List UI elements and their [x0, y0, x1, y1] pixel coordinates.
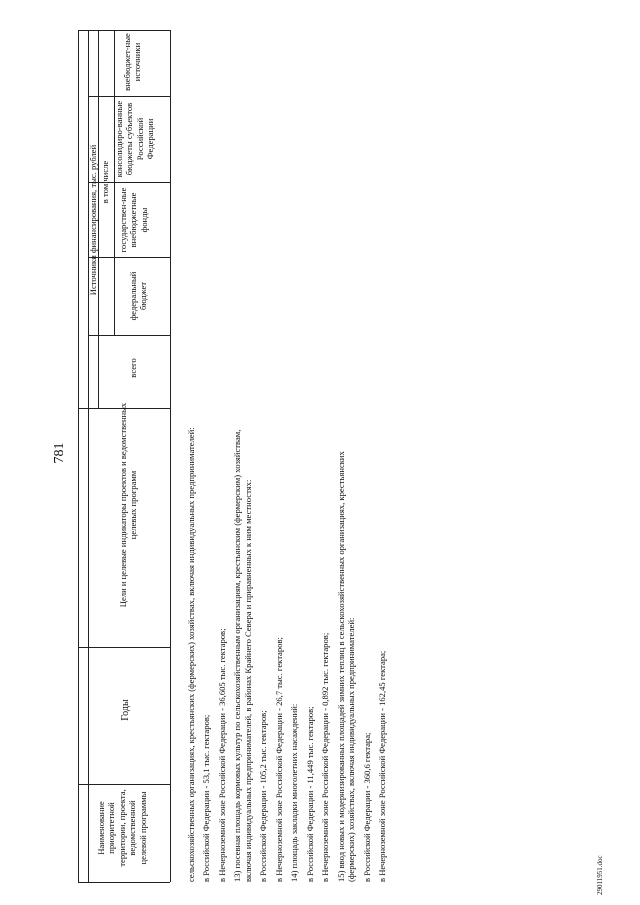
table-line	[78, 882, 170, 883]
body-line: в Российской Федерации - 360,6 гектара;	[361, 732, 372, 882]
header-state-funds-text: государствен-ные внебюджетные фонды	[118, 187, 149, 253]
header-extra-text: внебюджет-ные источники	[122, 33, 143, 91]
header-name-column	[96, 786, 148, 870]
table-line	[170, 30, 171, 882]
body-line: в Нечерноземной зоне Российской Федерации - 162,45 гектара;	[377, 650, 388, 882]
header-goals-column	[118, 400, 139, 610]
body-line: в Российской Федерации - 105,2 тыс. гектаров;	[258, 710, 269, 882]
header-extra	[122, 30, 143, 94]
header-funding-text: Источники финансирования, тыс. рублей	[88, 144, 98, 296]
header-goals-text: Цели и целевые индикаторы проектов и ведомственных целевых программ	[118, 402, 139, 608]
body-line: в Нечерноземной зоне Российской Федерации - 36,605 тыс. гектаров;	[216, 628, 227, 882]
header-regional-text: консолидиро-ванные бюджеты субъектов Российской Федерации	[114, 100, 156, 178]
body-line: в Российской Федерации - 53,1 тыс. гектаров;	[201, 714, 212, 882]
table-line	[78, 30, 79, 882]
table-line	[78, 647, 170, 648]
body-line: в Нечерноземной зоне Российской Федерации - 0,892 тыс. гектаров;	[320, 632, 331, 882]
table-line	[114, 30, 115, 336]
header-years-column	[120, 650, 132, 770]
header-federal	[128, 260, 149, 332]
header-federal-text: федеральный бюджет	[128, 271, 149, 321]
document-id: 29011951.doc	[596, 855, 604, 895]
header-funding	[88, 40, 98, 400]
header-total	[128, 336, 138, 400]
header-regional	[114, 98, 156, 180]
header-total-text: всего	[128, 358, 138, 378]
page-number: 781	[52, 442, 67, 464]
header-including-text: в том числе	[100, 160, 110, 204]
table-line	[78, 784, 170, 785]
body-line: 14) площадь закладки многолетних насаждений:	[289, 703, 300, 882]
header-name-text: Наименование приоритетной территории, проекта, ведомственной целевой программы	[96, 789, 148, 867]
header-state-funds	[118, 185, 149, 255]
body-line: сельскохозяйственных организациях, крестьянских (фермерских) хозяйствах, включая индивидуальных предпринимателей:	[186, 427, 196, 882]
header-years-text: Годы	[120, 699, 131, 721]
header-including	[100, 32, 110, 332]
body-line: в Российской Федерации - 11,449 тыс. гектаров;	[304, 706, 315, 882]
body-line: в Нечерноземной зоне Российской Федерации - 26,7 тыс. гектаров;	[273, 637, 284, 882]
body-line: 15) ввод новых и модернизированных площадей зимних теплиц в сельскохозяйственных организациях, крестьянских (фермерских) хозяйствах, включая индивидуальных предпринимателей:	[335, 451, 357, 882]
body-line: 13) посевная площадь кормовых культур по сельскохозяйственным организациям, крестьянским (фермерским) хозяйствам, включая индивидуальных предпринимателей, в районах Крайнего Севера и приравненных к ним местностях:	[232, 429, 253, 882]
body-text-column	[186, 422, 393, 882]
